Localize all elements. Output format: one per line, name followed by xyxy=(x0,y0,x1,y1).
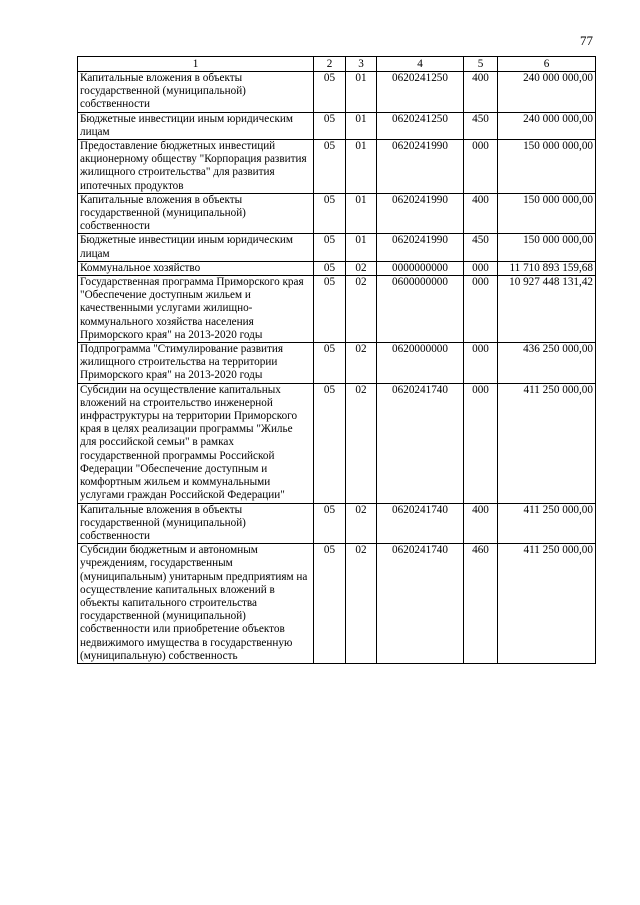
row-name: Предоставление бюджетных инвестиций акционерному обществу "Корпорация развития жилищного строительства" для развития ипотечных продуктов xyxy=(78,140,314,194)
row-section: 05 xyxy=(314,72,346,113)
row-amount: 436 250 000,00 xyxy=(498,343,596,384)
row-csr-code: 0620241740 xyxy=(377,544,464,664)
row-csr-code: 0620241740 xyxy=(377,503,464,544)
row-csr-code: 0620241990 xyxy=(377,140,464,194)
row-amount: 150 000 000,00 xyxy=(498,193,596,234)
column-header-type: 5 xyxy=(464,57,498,72)
row-section: 05 xyxy=(314,276,346,343)
row-expense-type: 000 xyxy=(464,343,498,384)
row-subsection: 02 xyxy=(346,383,377,503)
row-expense-type: 450 xyxy=(464,112,498,139)
row-subsection: 02 xyxy=(346,261,377,275)
row-name: Бюджетные инвестиции иным юридическим лицам xyxy=(78,112,314,139)
row-subsection: 01 xyxy=(346,193,377,234)
row-csr-code: 0620241250 xyxy=(377,72,464,113)
row-amount: 10 927 448 131,42 xyxy=(498,276,596,343)
table-row xyxy=(78,503,596,544)
column-header-section: 2 xyxy=(314,57,346,72)
table-row xyxy=(78,544,596,664)
row-section: 05 xyxy=(314,343,346,384)
row-name: Субсидии на осуществление капитальных вложений на строительство инженерной инфраструктуры на территории Приморского края в целях реализации программы "Жилье для российской семьи" в рамках государственной программы Российской Федерации "Обеспечение доступным и комфортным жильем и коммунальными услугами граждан Российской Федерации" xyxy=(78,383,314,503)
row-name: Капитальные вложения в объекты государственной (муниципальной) собственности xyxy=(78,72,314,113)
row-expense-type: 000 xyxy=(464,261,498,275)
row-amount: 240 000 000,00 xyxy=(498,72,596,113)
column-header-amount: 6 xyxy=(498,57,596,72)
row-subsection: 02 xyxy=(346,276,377,343)
row-section: 05 xyxy=(314,544,346,664)
row-expense-type: 000 xyxy=(464,276,498,343)
row-csr-code: 0620000000 xyxy=(377,343,464,384)
row-section: 05 xyxy=(314,261,346,275)
row-section: 05 xyxy=(314,234,346,261)
row-section: 05 xyxy=(314,140,346,194)
column-header-name: 1 xyxy=(78,57,314,72)
row-name: Субсидии бюджетным и автономным учреждениям, государственным (муниципальным) унитарным предприятиям на осуществление капитальных вложений в объекты капитального строительства государственной (муниципальной) собственности или приобретение объектов недвижимого имущества в государственную (муниципальную) собственность xyxy=(78,544,314,664)
row-csr-code: 0000000000 xyxy=(377,261,464,275)
row-expense-type: 400 xyxy=(464,193,498,234)
table-row xyxy=(78,383,596,503)
row-expense-type: 400 xyxy=(464,72,498,113)
row-section: 05 xyxy=(314,503,346,544)
page-number: 77 xyxy=(580,33,593,48)
table-row xyxy=(78,343,596,384)
table-row xyxy=(78,112,596,139)
column-header-subsection: 3 xyxy=(346,57,377,72)
table-row xyxy=(78,193,596,234)
row-section: 05 xyxy=(314,383,346,503)
row-amount: 240 000 000,00 xyxy=(498,112,596,139)
row-subsection: 02 xyxy=(346,503,377,544)
row-amount: 11 710 893 159,68 xyxy=(498,261,596,275)
row-name: Подпрограмма "Стимулирование развития жилищного строительства на территории Приморского края" на 2013-2020 годы xyxy=(78,343,314,384)
table-row xyxy=(78,234,596,261)
row-subsection: 01 xyxy=(346,72,377,113)
row-name: Капитальные вложения в объекты государственной (муниципальной) собственности xyxy=(78,193,314,234)
header-row xyxy=(78,57,596,72)
row-section: 05 xyxy=(314,112,346,139)
row-subsection: 01 xyxy=(346,112,377,139)
row-expense-type: 460 xyxy=(464,544,498,664)
row-subsection: 02 xyxy=(346,544,377,664)
row-name: Бюджетные инвестиции иным юридическим лицам xyxy=(78,234,314,261)
row-expense-type: 450 xyxy=(464,234,498,261)
row-csr-code: 0620241990 xyxy=(377,193,464,234)
row-csr-code: 0620241990 xyxy=(377,234,464,261)
row-csr-code: 0600000000 xyxy=(377,276,464,343)
row-subsection: 01 xyxy=(346,140,377,194)
table-row xyxy=(78,261,596,275)
table-row xyxy=(78,72,596,113)
row-name: Капитальные вложения в объекты государственной (муниципальной) собственности xyxy=(78,503,314,544)
row-csr-code: 0620241250 xyxy=(377,112,464,139)
row-expense-type: 400 xyxy=(464,503,498,544)
row-name: Государственная программа Приморского края "Обеспечение доступным жильем и качественными услугами жилищно-коммунального хозяйства населения Приморского края" на 2013-2020 годы xyxy=(78,276,314,343)
row-amount: 150 000 000,00 xyxy=(498,234,596,261)
column-header-csr: 4 xyxy=(377,57,464,72)
row-amount: 411 250 000,00 xyxy=(498,544,596,664)
table-row xyxy=(78,276,596,343)
row-expense-type: 000 xyxy=(464,140,498,194)
row-csr-code: 0620241740 xyxy=(377,383,464,503)
row-section: 05 xyxy=(314,193,346,234)
row-amount: 150 000 000,00 xyxy=(498,140,596,194)
table-row xyxy=(78,140,596,194)
row-expense-type: 000 xyxy=(464,383,498,503)
row-subsection: 01 xyxy=(346,234,377,261)
row-amount: 411 250 000,00 xyxy=(498,503,596,544)
budget-table xyxy=(77,56,596,664)
row-amount: 411 250 000,00 xyxy=(498,383,596,503)
row-name: Коммунальное хозяйство xyxy=(78,261,314,275)
row-subsection: 02 xyxy=(346,343,377,384)
